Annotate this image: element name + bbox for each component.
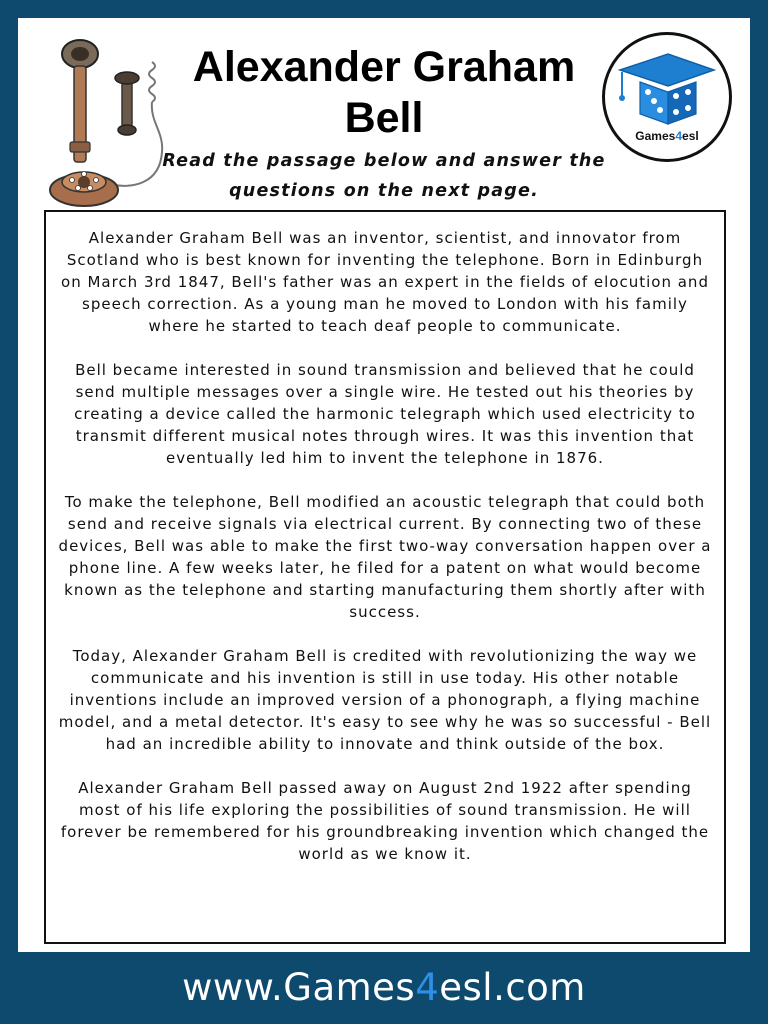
instructions-subtitle: Read the passage below and answer the questions on the next page.: [162, 151, 606, 201]
passage-paragraph-3: To make the telephone, Bell modified an acoustic telegraph that could both send and receive signals via electrical current. By connecting two of these devices, Bell was able to make the first two-way conversation happen over a phone line. A few weeks later, he filed for a patent on what would become known as the telephone and starting manufacturing them shortly after with success.: [58, 493, 712, 621]
page-title: Alexander Graham Bell: [192, 43, 576, 142]
reading-passage: [44, 210, 726, 944]
footer-website-url: [0, 952, 768, 1024]
footer-url-prefix: www.Games: [182, 966, 416, 1009]
passage-paragraph-2: Bell became interested in sound transmission and believed that he could send multiple messages over a single wire. He tested out his theories by creating a device called the harmonic telegraph which used electricity to transmit different musical notes through wires. It was this invention that eventually led him to invent the telephone in 1876.: [74, 361, 696, 467]
games4esl-logo: [602, 32, 732, 162]
passage-paragraph-5: Alexander Graham Bell passed away on August 2nd 1922 after spending most of his life exploring the possibilities of sound transmission. He will forever be remembered for his groundbreaking invention which changed the world as we know it.: [60, 779, 710, 863]
passage-paragraph-4: Today, Alexander Graham Bell is credited with revolutionizing the way we communicate and his invention is still in use today. His other notable inventions include an improved version of a phonograph, a flying machine model, and a metal detector. It's easy to see why he was so successful - Bell had an incredible ability to innovate and think outside of the box.: [58, 647, 712, 753]
worksheet-page: [18, 18, 750, 952]
logo-brand-digit: 4: [675, 129, 683, 143]
logo-brand-suffix: esl: [682, 129, 699, 143]
logo-wordmark: [605, 129, 729, 143]
footer-url-digit: 4: [415, 966, 440, 1009]
passage-paragraph-1: Alexander Graham Bell was an inventor, scientist, and innovator from Scotland who is best known for inventing the telephone. Born in Edinburgh on March 3rd 1847, Bell's father was an expert in the fields of elocution and speech correction. As a young man he moved to London with his family where he started to teach deaf people to communicate.: [61, 229, 709, 335]
logo-brand-prefix: Games: [635, 129, 676, 143]
footer-url-suffix: esl.com: [439, 966, 586, 1009]
